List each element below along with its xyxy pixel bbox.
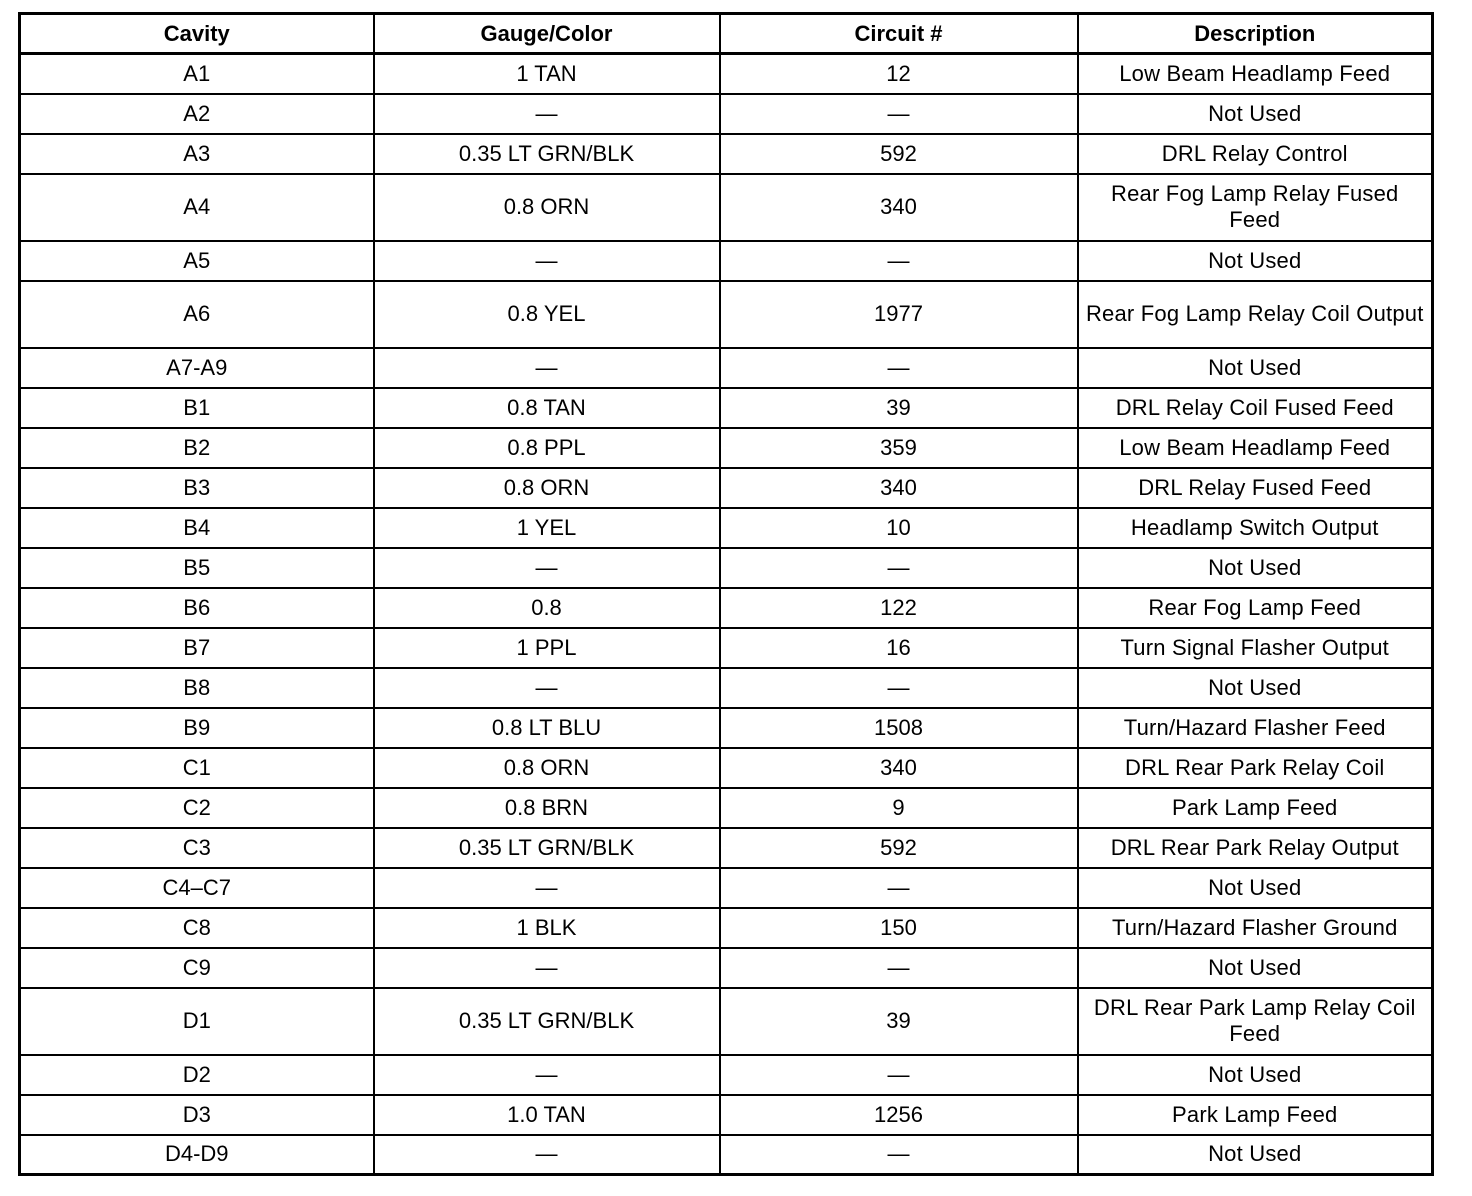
table-row (20, 868, 1433, 908)
table-row (20, 988, 1433, 1055)
gauge-color-cell: 1 YEL (374, 508, 720, 548)
description-cell: DRL Rear Park Relay Output (1078, 828, 1433, 868)
table-row (20, 908, 1433, 948)
cavity-cell: A4 (20, 174, 374, 241)
description-cell: Turn/Hazard Flasher Ground (1078, 908, 1433, 948)
circuit-cell: 9 (720, 788, 1078, 828)
cavity-cell: A1 (20, 54, 374, 94)
description-cell: Rear Fog Lamp Relay Fused Feed (1078, 174, 1433, 241)
circuit-cell: 122 (720, 588, 1078, 628)
circuit-cell: 1508 (720, 708, 1078, 748)
cavity-cell: C1 (20, 748, 374, 788)
description-cell: Not Used (1078, 1055, 1433, 1095)
description-cell: DRL Relay Control (1078, 134, 1433, 174)
circuit-cell: 1256 (720, 1095, 1078, 1135)
table-row (20, 468, 1433, 508)
cavity-cell: B1 (20, 388, 374, 428)
cavity-cell: D1 (20, 988, 374, 1055)
gauge-color-cell: 0.8 BRN (374, 788, 720, 828)
header-row (20, 14, 1433, 54)
circuit-cell: 10 (720, 508, 1078, 548)
gauge-color-cell: 0.8 ORN (374, 748, 720, 788)
table-row (20, 828, 1433, 868)
cavity-cell: A2 (20, 94, 374, 134)
cavity-cell: A7-A9 (20, 348, 374, 388)
table-row (20, 428, 1433, 468)
circuit-cell: 39 (720, 388, 1078, 428)
description-cell: Not Used (1078, 548, 1433, 588)
description-cell: Not Used (1078, 348, 1433, 388)
description-cell: DRL Relay Coil Fused Feed (1078, 388, 1433, 428)
gauge-color-cell: 0.8 TAN (374, 388, 720, 428)
cavity-cell: C3 (20, 828, 374, 868)
gauge-color-cell: 0.8 ORN (374, 174, 720, 241)
gauge-color-cell: — (374, 1055, 720, 1095)
description-cell: Low Beam Headlamp Feed (1078, 54, 1433, 94)
table-body (20, 54, 1433, 1175)
table-row (20, 241, 1433, 281)
gauge-color-cell: 0.8 ORN (374, 468, 720, 508)
table-row (20, 174, 1433, 241)
circuit-cell: 16 (720, 628, 1078, 668)
header-cavity: Cavity (20, 14, 374, 54)
table-row (20, 54, 1433, 94)
gauge-color-cell: 0.8 LT BLU (374, 708, 720, 748)
gauge-color-cell: 0.8 (374, 588, 720, 628)
description-cell: DRL Relay Fused Feed (1078, 468, 1433, 508)
circuit-cell: 1977 (720, 281, 1078, 348)
cavity-cell: B5 (20, 548, 374, 588)
gauge-color-cell: — (374, 548, 720, 588)
header-circuit: Circuit # (720, 14, 1078, 54)
description-cell: Not Used (1078, 241, 1433, 281)
table-row (20, 788, 1433, 828)
table-row (20, 668, 1433, 708)
circuit-cell: 340 (720, 174, 1078, 241)
circuit-cell: 12 (720, 54, 1078, 94)
gauge-color-cell: — (374, 94, 720, 134)
circuit-cell: — (720, 548, 1078, 588)
cavity-cell: C9 (20, 948, 374, 988)
table-row (20, 388, 1433, 428)
cavity-cell: C4–C7 (20, 868, 374, 908)
description-cell: Not Used (1078, 94, 1433, 134)
cavity-cell: D4-D9 (20, 1135, 374, 1175)
description-cell: Turn Signal Flasher Output (1078, 628, 1433, 668)
cavity-cell: D3 (20, 1095, 374, 1135)
table-row (20, 281, 1433, 348)
table-row (20, 1095, 1433, 1135)
gauge-color-cell: — (374, 348, 720, 388)
description-cell: Rear Fog Lamp Feed (1078, 588, 1433, 628)
circuit-cell: 592 (720, 828, 1078, 868)
table-row (20, 948, 1433, 988)
circuit-cell: — (720, 94, 1078, 134)
circuit-cell: — (720, 668, 1078, 708)
table-row (20, 508, 1433, 548)
gauge-color-cell: 0.8 PPL (374, 428, 720, 468)
connector-pinout-sheet (18, 12, 1431, 1176)
table-row (20, 348, 1433, 388)
cavity-cell: B4 (20, 508, 374, 548)
table-row (20, 1055, 1433, 1095)
circuit-cell: — (720, 868, 1078, 908)
cavity-cell: B6 (20, 588, 374, 628)
cavity-cell: B3 (20, 468, 374, 508)
description-cell: Turn/Hazard Flasher Feed (1078, 708, 1433, 748)
description-cell: Not Used (1078, 1135, 1433, 1175)
table-row (20, 748, 1433, 788)
table-row (20, 94, 1433, 134)
cavity-cell: B7 (20, 628, 374, 668)
description-cell: Headlamp Switch Output (1078, 508, 1433, 548)
circuit-cell: — (720, 348, 1078, 388)
table-row (20, 134, 1433, 174)
gauge-color-cell: — (374, 1135, 720, 1175)
circuit-cell: — (720, 241, 1078, 281)
table-row (20, 1135, 1433, 1175)
cavity-table (18, 12, 1434, 1176)
description-cell: Not Used (1078, 868, 1433, 908)
table-row (20, 628, 1433, 668)
description-cell: Not Used (1078, 948, 1433, 988)
gauge-color-cell: — (374, 668, 720, 708)
circuit-cell: 150 (720, 908, 1078, 948)
gauge-color-cell: 1 TAN (374, 54, 720, 94)
cavity-cell: A6 (20, 281, 374, 348)
gauge-color-cell: 0.35 LT GRN/BLK (374, 828, 720, 868)
circuit-cell: 39 (720, 988, 1078, 1055)
table-row (20, 588, 1433, 628)
description-cell: Rear Fog Lamp Relay Coil Output (1078, 281, 1433, 348)
circuit-cell: 340 (720, 468, 1078, 508)
gauge-color-cell: 0.8 YEL (374, 281, 720, 348)
gauge-color-cell: 0.35 LT GRN/BLK (374, 134, 720, 174)
circuit-cell: 592 (720, 134, 1078, 174)
description-cell: Low Beam Headlamp Feed (1078, 428, 1433, 468)
gauge-color-cell: — (374, 241, 720, 281)
description-cell: Not Used (1078, 668, 1433, 708)
cavity-cell: D2 (20, 1055, 374, 1095)
table-header (20, 14, 1433, 54)
description-cell: DRL Rear Park Lamp Relay Coil Feed (1078, 988, 1433, 1055)
circuit-cell: — (720, 1055, 1078, 1095)
gauge-color-cell: — (374, 868, 720, 908)
cavity-cell: B2 (20, 428, 374, 468)
cavity-cell: B9 (20, 708, 374, 748)
table-row (20, 708, 1433, 748)
gauge-color-cell: 1 PPL (374, 628, 720, 668)
gauge-color-cell: 0.35 LT GRN/BLK (374, 988, 720, 1055)
circuit-cell: — (720, 948, 1078, 988)
cavity-cell: A5 (20, 241, 374, 281)
circuit-cell: 359 (720, 428, 1078, 468)
gauge-color-cell: 1 BLK (374, 908, 720, 948)
cavity-cell: A3 (20, 134, 374, 174)
gauge-color-cell: 1.0 TAN (374, 1095, 720, 1135)
header-gauge-color: Gauge/Color (374, 14, 720, 54)
description-cell: Park Lamp Feed (1078, 788, 1433, 828)
cavity-cell: C2 (20, 788, 374, 828)
table-row (20, 548, 1433, 588)
description-cell: DRL Rear Park Relay Coil (1078, 748, 1433, 788)
cavity-cell: C8 (20, 908, 374, 948)
circuit-cell: — (720, 1135, 1078, 1175)
description-cell: Park Lamp Feed (1078, 1095, 1433, 1135)
gauge-color-cell: — (374, 948, 720, 988)
circuit-cell: 340 (720, 748, 1078, 788)
cavity-cell: B8 (20, 668, 374, 708)
header-description: Description (1078, 14, 1433, 54)
